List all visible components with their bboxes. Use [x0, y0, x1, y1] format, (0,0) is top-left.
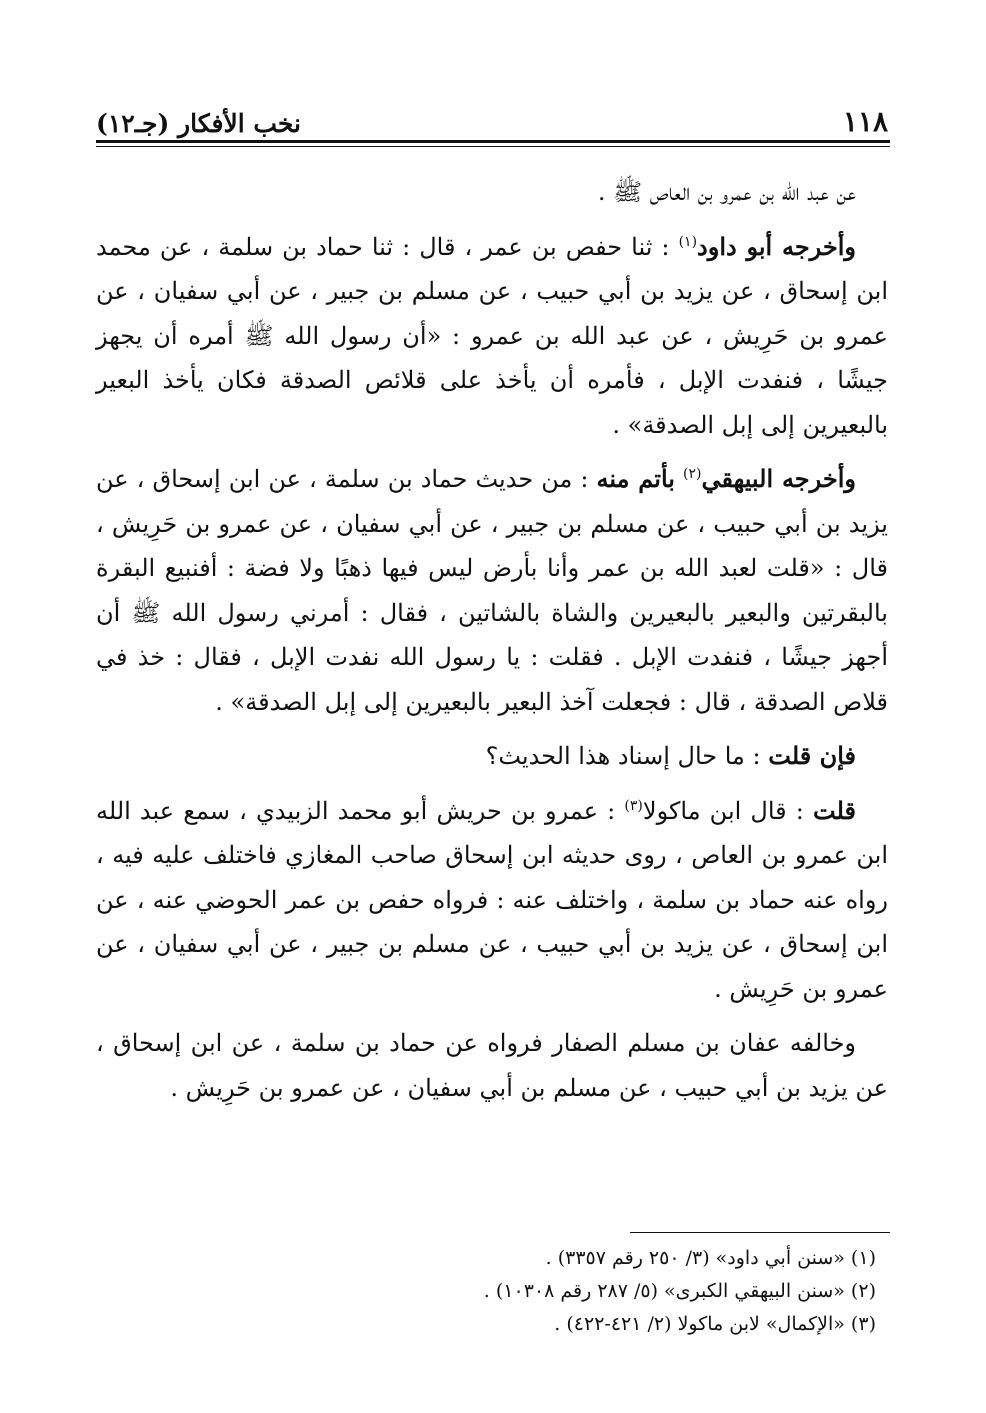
running-title: نخب الأفكار (جـ١٢) — [96, 109, 302, 138]
paragraph-text: عن عبد الله بن عمرو بن العاص ﷺ . — [597, 178, 856, 206]
header-rule-thick — [96, 140, 890, 143]
paragraph-lead: وأخرجه البيهقي — [701, 464, 856, 493]
paragraph-5 — [96, 789, 888, 1012]
paragraph-1 — [96, 170, 888, 215]
main-text — [96, 170, 888, 1120]
paragraph-lead-secondary: بأتم منه — [596, 464, 675, 493]
footnotes — [96, 1242, 876, 1341]
footnote-separator — [630, 1232, 890, 1233]
paragraph-2 — [96, 225, 888, 448]
page-header — [96, 92, 888, 136]
footnote-1: (١) «سنن أبي داود» (٣/ ٢٥٠ رقم ٣٣٥٧) . — [545, 1247, 876, 1269]
footnote-ref: (٣) — [624, 797, 643, 814]
footnote-2: (٢) «سنن البيهقي الكبرى» (٥/ ٢٨٧ رقم ١٠٣٠٨) . — [483, 1280, 876, 1302]
paragraph-text: : قال ابن ماكولا — [642, 796, 804, 825]
paragraph-text: : من حديث حماد بن سلمة ، عن ابن إسحاق ، عن يزيد بن أبي حبيب ، عن مسلم بن جبير ، عن أبي سفيان ، عن عمرو بن حَرِيش ، قال : «قلت لعبد الله بن عمر وأنا بأرض ليس فيها ذهبًا ولا فضة : أفنبيع البقرة بالبقرتين والبعير بالبعيرين والشاة بالشاتين ، فقال : أمرني رسول الله ﷺ أن أجهز جيشًا ، فنفدت الإبل . فقلت : يا رسول الله نفدت الإبل ، فقال : خذ في قلاص الصدقة ، قال : فجعلت آخذ البعير بالبعيرين إلى إبل الصدقة» . — [96, 465, 888, 716]
paragraph-4 — [96, 734, 888, 779]
paragraph-3 — [96, 457, 888, 724]
footnote-ref: (٢) — [683, 466, 702, 482]
header-rule-thin — [96, 146, 890, 147]
paragraph-lead: قلت — [813, 795, 856, 825]
paragraph-text-continued: : عمرو بن حريش أبو محمد الزبيدي ، سمع عبد الله ابن عمرو بن العاص ، روى حديثه ابن إسحاق صاحب المغازي فاختلف عليه فيه ، رواه عنه حماد بن سلمة ، واختلف عنه : فرواه حفص بن عمر الحوضي عنه ، عن ابن إسحاق ، عن يزيد بن أبي حبيب ، عن مسلم بن جبير ، عن أبي سفيان ، عن عمرو بن حَرِيش . — [96, 796, 888, 1003]
footnote-3: (٣) «الإكمال» لابن ماكولا (٢/ ٤٢١-٤٢٢) . — [554, 1313, 876, 1335]
paragraph-lead: فإن قلت — [768, 741, 856, 770]
paragraph-text: : ما حال إسناد هذا الحديث؟ — [485, 742, 761, 770]
page-number: ١١٨ — [842, 105, 888, 138]
paragraph-text: : ثنا حفص بن عمر ، قال : ثنا حماد بن سلمة ، عن محمد ابن إسحاق ، عن يزيد بن أبي حبيب ، عن مسلم بن جبير ، عن أبي سفيان ، عن عمرو بن حَرِيش ، عن عبد الله بن عمرو : «أن رسول الله ﷺ أمره أن يجهز جيشًا ، فنفدت الإبل ، فأمره أن يأخذ على قلائص الصدقة فكان يأخذ البعير بالبعيرين إلى إبل الصدقة» . — [96, 232, 888, 439]
paragraph-lead: وأخرجه أبو داود — [697, 231, 856, 261]
paragraph-6 — [96, 1021, 888, 1110]
paragraph-text: وخالفه عفان بن مسلم الصفار فرواه عن حماد بن سلمة ، عن ابن إسحاق ، عن يزيد بن أبي حبيب ، عن مسلم بن أبي سفيان ، عن عمرو بن حَرِيش . — [96, 1029, 888, 1102]
footnote-ref: (١) — [678, 233, 698, 250]
